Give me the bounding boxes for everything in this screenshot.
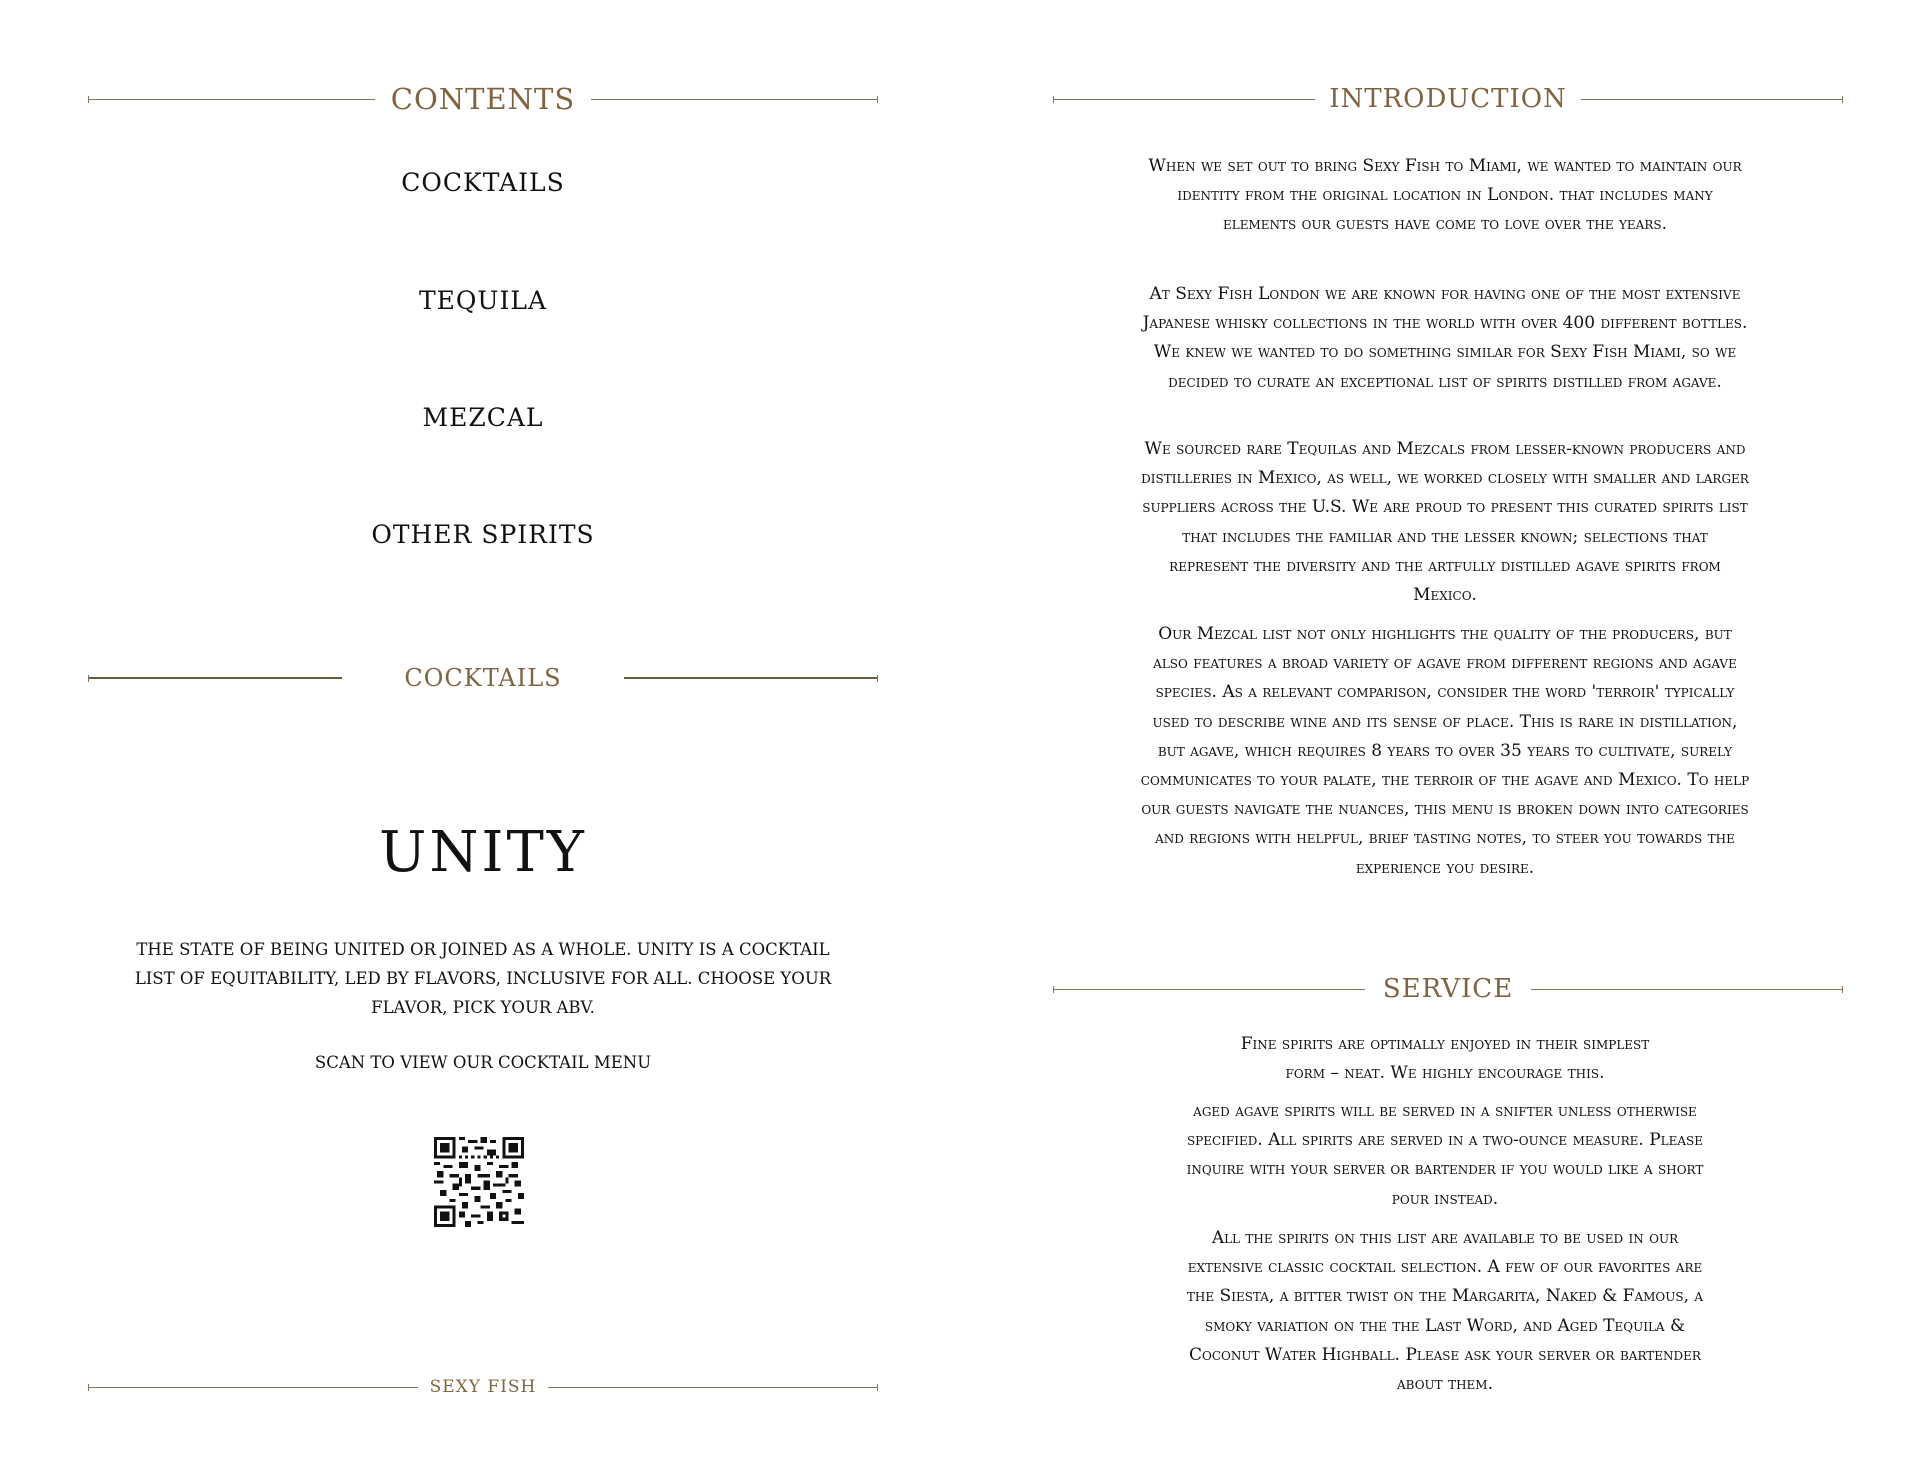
cocktails-rule-right (624, 677, 878, 679)
service-paragraph-1: Fine spirits are optimally enjoyed in their simplest form – neat. We highly encourage this. (1240, 1034, 1650, 1084)
introduction-header (1053, 84, 1843, 114)
cocktails-heading: COCKTAILS (404, 664, 562, 692)
contents-header (88, 84, 878, 114)
intro-paragraph-3: We sourced rare Tequilas and Mezcals from lesser-known producers and distilleries in Mexico, as well, we worked closely with smaller and larger suppliers across the U.S. We are proud to present this curated spirits list that includes the familiar and the lesser known; selections that represent the diversity and the artfully distilled agave spirits from Mexico. (1141, 439, 1749, 606)
unity-title: UNITY (379, 820, 587, 885)
service-rule-right (1531, 989, 1843, 990)
service-rule-left (1053, 989, 1365, 990)
introduction-heading: INTRODUCTION (1329, 84, 1567, 114)
contents-rule-right (591, 99, 878, 100)
contents-rule-left (88, 99, 375, 100)
introduction-rule-right (1581, 99, 1843, 100)
footer-brand: SEXY FISH (429, 1377, 537, 1397)
cocktails-rule-left (88, 677, 342, 679)
contents-heading: CONTENTS (390, 82, 576, 116)
intro-paragraph-4: Our Mezcal list not only highlights the quality of the producers, but also features a broad variety of agave from different regions and agave species. As a relevant comparison, consider the word 'terroir' typically used to describe wine and its sense of place. This is rare in distillation, but agave, which requires 8 years to over 35 years to cultivate, surely communicates to your palate, the terroir of the agave and Mexico. To help our guests navigate the nuances, this menu is broken down into categories and regions with helpful, brief tasting notes, to steer you towards the experience you desire. (1140, 624, 1750, 878)
toc-item-tequila[interactable]: TEQUILA (418, 286, 548, 315)
introduction-rule-left (1053, 99, 1315, 100)
intro-paragraph-1: When we set out to bring Sexy Fish to Miami, we wanted to maintain our identity from the original location in London. that includes many elements our guests have come to love over the years. (1148, 156, 1742, 235)
toc-item-cocktails[interactable]: COCKTAILS (401, 168, 565, 197)
service-header (1053, 974, 1843, 1004)
toc-item-other-spirits[interactable]: OTHER SPIRITS (371, 520, 595, 549)
footer-rule-right (548, 1387, 878, 1388)
toc-item-mezcal[interactable]: MEZCAL (422, 403, 544, 432)
unity-description: THE STATE OF BEING UNITED OR JOINED AS A WHOLE. UNITY IS A COCKTAIL LIST OF EQUITABILITY, LED BY FLAVORS, INCLUSIVE FOR ALL. CHOOSE YOUR FLAVOR, PICK YOUR ABV. (134, 940, 832, 1017)
footer-rule-left (88, 1387, 418, 1388)
service-paragraph-2: aged agave spirits will be served in a snifter unless otherwise specified. All spirits are served in a two-ounce measure. Please inquire with your server or bartender if you would like a short pour instead. (1186, 1101, 1704, 1209)
intro-paragraph-2: At Sexy Fish London we are known for having one of the most extensive Japanese whisky collections in the world with over 400 different bottles. We knew we wanted to do something similar for Sexy Fish Miami, so we decided to curate an exceptional list of spirits distilled from agave. (1142, 284, 1748, 392)
scan-instruction: SCAN TO VIEW OUR COCKTAIL MENU (314, 1053, 652, 1072)
footer (88, 1376, 878, 1398)
service-paragraph-3: All the spirits on this list are available to be used in our extensive classic cocktail selection. A few of our favorites are the Siesta, a bitter twist on the Margarita, Naked & Famous, a smoky variation on the the Last Word, and Aged Tequila & Coconut Water Highball. Please ask your server or bartender about them. (1186, 1228, 1704, 1395)
service-heading: SERVICE (1382, 974, 1514, 1004)
cocktails-header (88, 664, 878, 692)
qr-code-icon[interactable] (434, 1137, 524, 1227)
